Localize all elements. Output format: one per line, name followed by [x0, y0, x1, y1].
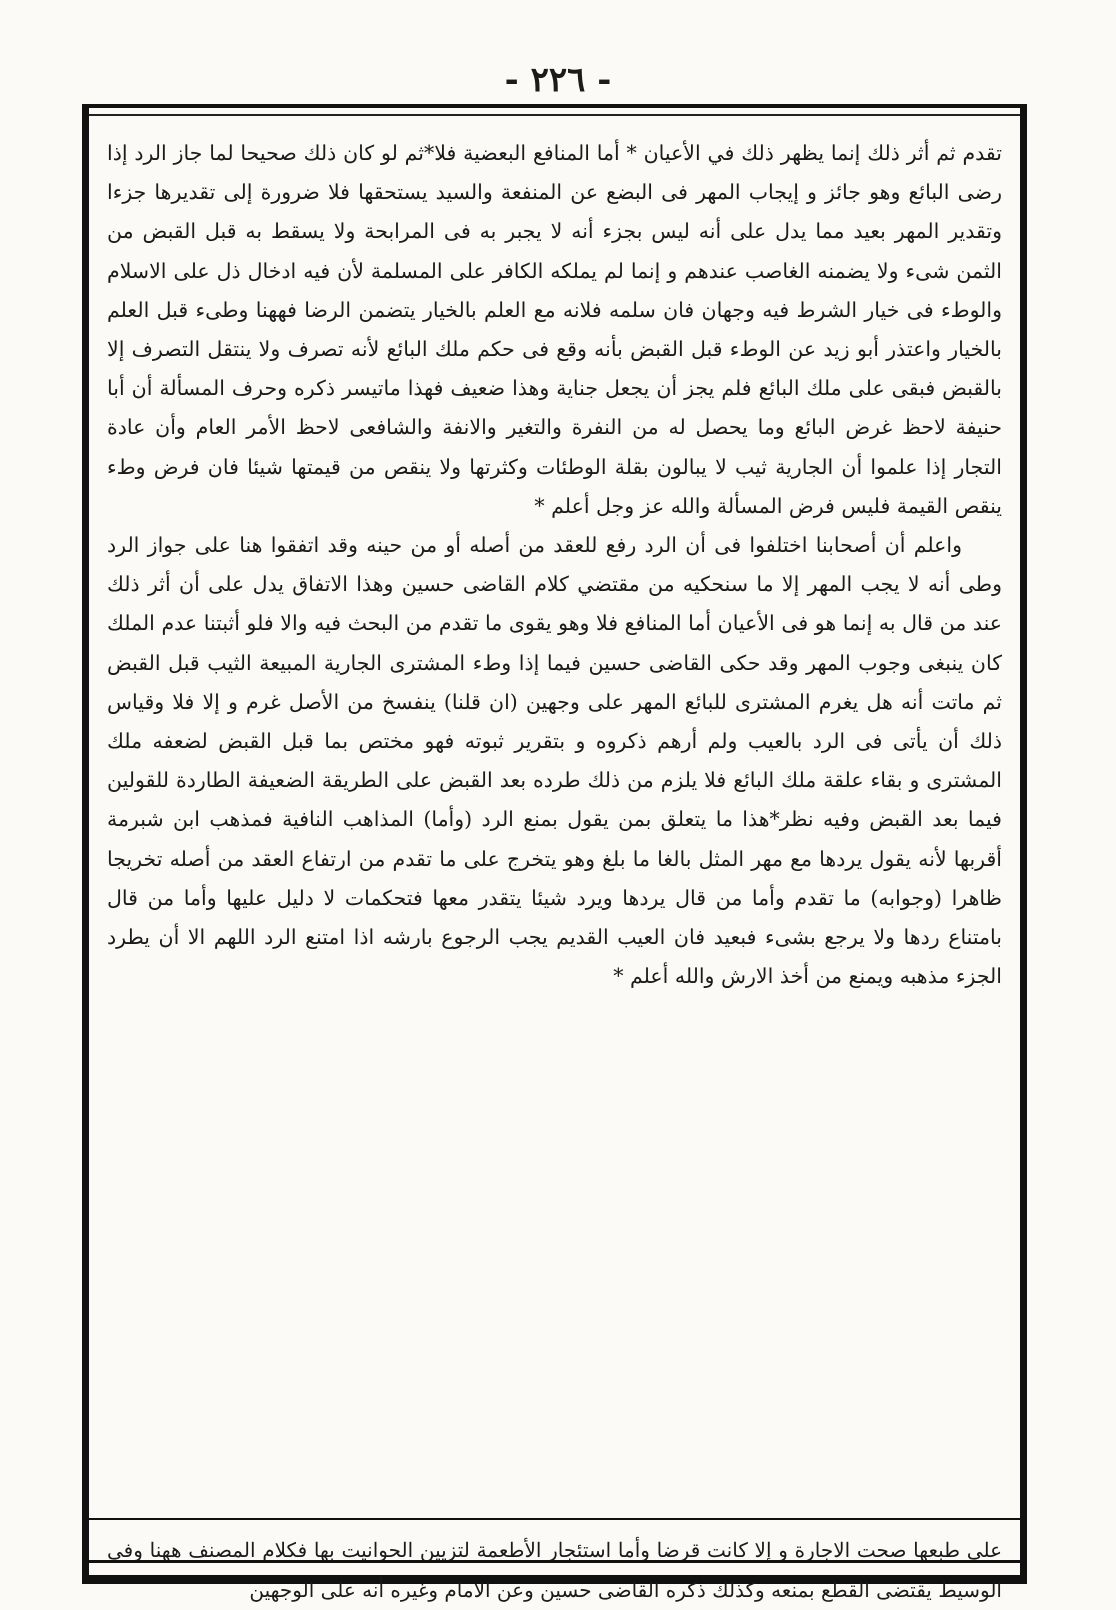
paragraph-2: واعلم أن أصحابنا اختلفوا فى أن الرد رفع للعقد من أصله أو من حينه وقد اتفقوا هنا على جواز الرد وطى أنه لا يجب المهر إلا ما سنحكيه من مقتضي كلام القاضى حسين وهذا الاتفاق يدل على أن أثر ذلك عند من قال به إنما هو فى الأعيان أما المنافع فلا وهو يقوى ما تقدم من البحث فيه والا فلو أثبتنا عدم الملك كان ينبغى وجوب المهر وقد حكى القاضى حسين فيما إذا وطء المشترى الجارية المبيعة الثيب قبل القبض ثم ماتت أنه هل يغرم المشترى للبائع المهر على وجهين (ان قلنا) ينفسخ من الأصل غرم و إلا فلا وقياس ذلك أن يأتى فى الرد بالعيب ولم أرهم ذكروه و بتقرير ثبوته فهو مختص بما قبل القبض لضعفه ملك المشترى و بقاء علقة ملك البائع فلا يلزم من ذلك طرده بعد القبض على الطريقة الضعيفة الطاردة للقولين فيما بعد القبض وفيه نظر*هذا ما يتعلق بمن يقول بمنع الرد (وأما) المذاهب النافية فمذهب ابن شبرمة أقربها لأنه يقول يردها مع مهر المثل بالغا ما بلغ وهو يتخرج على ما تقدم من ارتفاع العقد من أصله تخريجا ظاهرا (وجوابه) ما تقدم وأما من قال يردها ويرد شيئا يتقدر معها فتحكمات لا دليل عليها وأما من قال بامتناع ردها ولا يرجع بشىء فبعيد فان العيب القديم يجب الرجوع بارشه اذا امتنع الرد اللهم الا أن يطرد الجزء مذهبه ويمنع من أخذ الارش والله أعلم * — [107, 533, 1002, 989]
main-text-block — [107, 134, 1002, 996]
footnote-separator — [89, 1518, 1020, 1520]
footnote: على طبعها صحت الاجارة و إلا كانت قرضا وأما استئجار الأطعمة لتزيين الحوانيت بها فكلام المصنف ههنا وفى الوسيط يقتضى القطع بمنعه وكذلك ذكره القاضى حسين وعن الامام وغيره أنه على الوجهين — [107, 1538, 1002, 1602]
top-double-rule — [89, 114, 1020, 116]
page-frame — [82, 104, 1027, 1602]
bottom-double-rule — [89, 1560, 1020, 1563]
page-number: - ٢٢٦ - — [504, 60, 612, 100]
paragraph-1: تقدم ثم أثر ذلك إنما يظهر ذلك في الأعيان * أما المنافع البعضية فلا*ثم لو كان ذلك صحيحا لما جاز الرد إذا رضى البائع وهو جائز و إيجاب المهر فى البضع عن المنفعة والسيد يستحقها فلا ضرورة إلى تقديرها جزءا وتقدير المهر بعيد مما يدل على أنه ليس بجزء أنه لا يجبر به فى المرابحة ولا يسقط به قبل القبض من الثمن شىء ولا يضمنه الغاصب عندهم و إنما لم يملكه الكافر على المسلمة لأن فيه ادخال ذل على الاسلام والوطء فى خيار الشرط فيه وجهان فان سلمه فلانه مع العلم بالخيار يتضمن الرضا فههنا وطىء قبل العلم بالخيار واعتذر أبو زيد عن الوطء قبل القبض بأنه وقع فى حكم ملك البائع لأنه تصرف ولا ينتقل التصرف إلا بالقبض فبقى على ملك البائع فلم يجز أن يجعل جناية وهذا ضعيف فهذا ماتيسر ذكره وحرف المسألة أن أبا حنيفة لاحظ غرض البائع وما يحصل له من النفرة والتغير والانفة والشافعى لاحظ الأمر العام وأن عادة التجار إذا علموا أن الجارية ثيب لا يبالون بقلة الوطئات وكثرتها ولا ينقص من قيمتها شيئا فان فرض وطء ينقص القيمة فليس فرض المسألة والله عز وجل أعلم * — [107, 141, 1002, 518]
